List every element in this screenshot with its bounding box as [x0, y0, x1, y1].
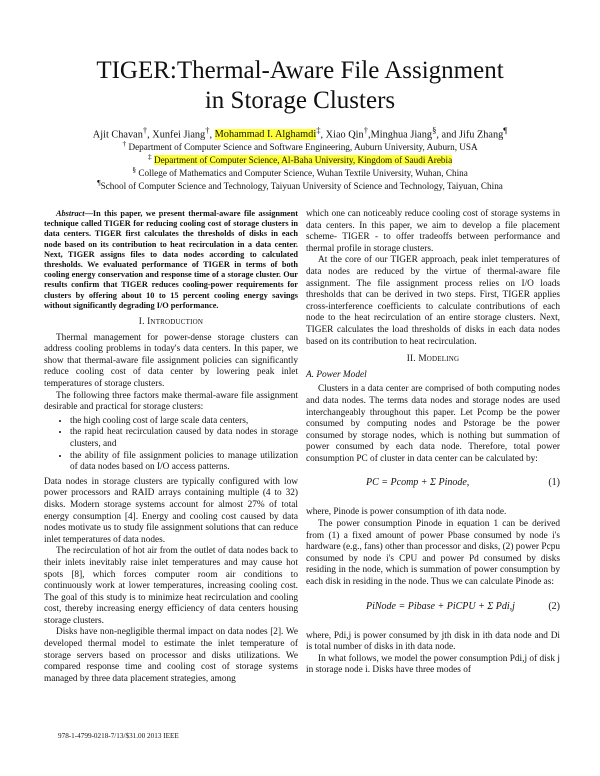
equation-1 [306, 469, 560, 503]
author-3-highlighted: Mohammad I. Alghamdi [214, 129, 317, 141]
author-5: Minghua Jiang [370, 129, 433, 141]
equation-2-number: (2) [548, 600, 560, 612]
paper-title [40, 56, 560, 116]
author-6: and Jifu Zhang [441, 129, 504, 141]
affiliation-4: ¶School of Computer Science and Technology, Taiyuan University of Science and Technology, Taiyuan, China [97, 178, 503, 192]
right-paragraph-4: where, Pinode is power consumption of ith data node. [306, 507, 507, 518]
right-paragraph-3: Clusters in a data center are comprised of both computing nodes and data nodes. The terms data nodes and storage nodes are used interchangeably throughout this paper. Let Pcomp be the power consumed by computing nodes and Pstorage be the power consumed by storage nodes, which is nothing but summation of power consumed by each data node. Therefore, total power consumption PC of cluster in data center can be calculated by: [306, 384, 560, 464]
affiliation-2-highlighted: Department of Computer Science, Al-Baha University, Kingdom of Saudi Arebia [153, 155, 453, 166]
right-paragraph-6: where, Pdi,j is power consumed by jth disk in ith data node and Di is total number of disks in ith data node. [306, 630, 560, 653]
intro-bullet-list [44, 416, 298, 474]
author-list: Ajit Chavan†, Xunfei Jiang†, Mohammad I. Alghamdi‡, Xiao Qin†,Minghua Jiang§, and Jifu Zhang¶ [92, 125, 508, 141]
author-4: Xiao Qin [325, 129, 364, 141]
section-heading-intro: I. Introduction [138, 317, 204, 328]
right-paragraph-2: At the core of our TIGER approach, peak inlet temperatures of data nodes are reduced by the virtue of thermal-aware file assignment. The file assignment process relies on I/O loads thresholds that can be derived in two steps. First, TIGER applies cross-interference coefficients to calculate contributions of each node to the heat recirculation of an entire storage clusters. Next, TIGER calculates the load thresholds of disks in each data nodes based on its contribution to heat recirculation. [306, 255, 560, 347]
equation-2-body: PiNode = Pibase + PiCPU + Σ Pdi,j [366, 600, 515, 612]
title-line-1: TIGER:Thermal-Aware File Assignment [96, 57, 504, 84]
subsection-heading-power-model: A. Power Model [306, 369, 367, 380]
list-item: • the ability of file assignment policies to manage utilization of data nodes based on I/O access patterns. [70, 451, 298, 474]
right-column [306, 209, 560, 677]
right-paragraph-5: The power consumption Pinode in equation 1 can be derived from (1) a fixed amount of power Pbase consumed by node i's hardware (e.g., fans) other than processor and disks, (2) power Pcpu consumed by node i's CPU and power Pd consumed by disks residing in the node, which is summation of power consumption by each disk in residing in the node. Thus we can calculate Pinode as: [306, 519, 560, 588]
equation-1-number: (1) [548, 477, 560, 489]
title-line-2: in Storage Clusters [204, 87, 396, 114]
left-column [44, 209, 298, 685]
copyright-footer: 978-1-4799-0218-7/13/$31.00 2013 IEEE [58, 732, 179, 740]
intro-paragraph-5: Disks have non-negligible thermal impact on data nodes [2]. We developed thermal model to estimate the inlet temperature of storage servers based on processor and disks utilizations. We compared response time and cooling cost of storage systems managed by three data placement strategies, among [44, 627, 298, 684]
affiliation-1: † Department of Computer Science and Software Engineering, Auburn University, Auburn, USA [122, 139, 478, 153]
intro-paragraph-3: Data nodes in storage clusters are typically configured with low power processors and RAID arrays containing multiple (4 to 32) disks. Modern storage systems account for almost 27% of total energy consumption [4]. Energy and cooling cost caused by data nodes motivate us to study file assignment solutions that can reduce inlet temperatures of data nodes. [44, 476, 298, 545]
equation-1-body: PC = Pcomp + Σ Pinode, [366, 477, 470, 489]
intro-paragraph-1: Thermal management for power-dense storage clusters can address cooling problems in today's data centers. In this paper, we show that thermal-aware file assignment policies can significantly reduce cooling cost of data center by lowering peak inlet temperatures of storage clusters. [44, 332, 298, 389]
affiliation-3: § College of Mathematics and Computer Science, Wuhan Textile University, Wuhan, China [132, 165, 468, 179]
abstract-label: Abstract [56, 209, 85, 218]
intro-paragraph-2: The following three factors make thermal-aware file assignment desirable and practical for storage clusters: [44, 390, 298, 413]
right-paragraph-1: which one can noticeably reduce cooling cost of storage systems in data centers. In this paper, we aim to develop a file placement scheme- TIGER - to offer tradeoffs between performance and thermal profile in storage clusters. [306, 209, 560, 254]
author-1: Ajit Chavan [92, 129, 143, 141]
list-item: • the rapid heat recirculation caused by data nodes in storage clusters, and [70, 427, 298, 450]
abstract [44, 209, 298, 311]
right-paragraph-7: In what follows, we model the power consumption Pdi,j of disk j in storage node i. Disks have three modes of [306, 653, 560, 676]
section-heading-modeling: II. Modeling [406, 354, 460, 365]
equation-2 [306, 593, 560, 627]
author-2: Xunfei Jiang [152, 129, 206, 141]
intro-paragraph-4: The recirculation of hot air from the outlet of data nodes back to their inlets inevitably raise inlet temperatures and may cause hot spots [8], which forces computer room air conditions to continuously work at lower temperatures, increasing cooling cost. The goal of this study is to minimize heat recirculation and cooling cost, thereby increasing energy efficiency of data centers housing storage clusters. [44, 546, 298, 626]
affiliation-2: ‡ Department of Computer Science, Al-Baha University, Kingdom of Saudi Arebia [147, 152, 453, 166]
abstract-text: —In this paper, we present thermal-aware file assignment technique called TIGER for reducing cooling cost of storage clusters in data centers. TIGER first calculates the thresholds of disks in each node based on its contribution to heat recirculation in a data center. Next, TIGER assigns files to data nodes according to calculated thresholds. We evaluated performance of TIGER in terms of both cooling energy conservation and response time of a storage cluster. Our results confirm that TIGER reduces cooling-power requirements for clusters by offering about 10 to 15 percent cooling energy savings without significantly degrading I/O performance. [44, 209, 298, 310]
list-item: • the high cooling cost of large scale data centers, [70, 416, 298, 428]
